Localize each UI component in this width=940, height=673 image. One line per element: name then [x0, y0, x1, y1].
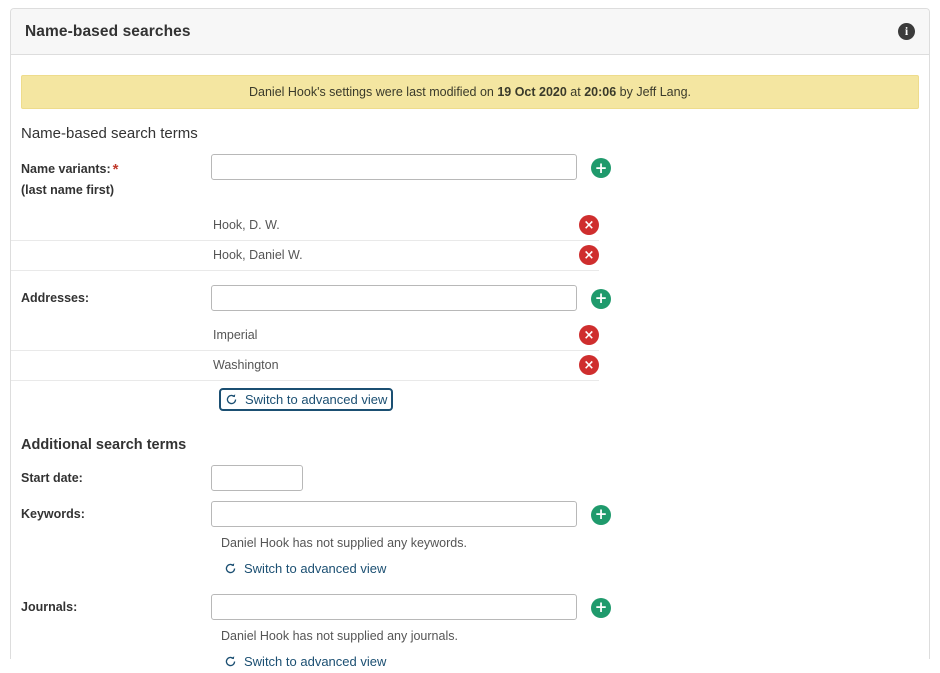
- keywords-row: [11, 501, 929, 527]
- refresh-icon: [224, 562, 237, 575]
- addresses-add-cell: [591, 285, 611, 309]
- remove-address-button[interactable]: ×: [579, 325, 599, 345]
- add-address-button[interactable]: +: [591, 289, 611, 309]
- list-item: [11, 351, 599, 381]
- keywords-field: [211, 501, 577, 527]
- addresses-field: [211, 285, 577, 311]
- refresh-icon: [224, 655, 237, 668]
- start-date-input[interactable]: [211, 465, 303, 491]
- journals-switch-label: Switch to advanced view: [244, 653, 387, 669]
- address-remove-cell: [579, 355, 599, 375]
- address-value: Washington: [213, 358, 279, 373]
- keywords-switch-to-advanced-view-link[interactable]: [221, 559, 389, 578]
- section-title-additional: Additional search terms: [21, 436, 187, 453]
- name-variants-add-cell: [591, 154, 611, 178]
- panel-header: [11, 9, 929, 55]
- journals-field: [211, 594, 577, 620]
- refresh-icon: [225, 393, 238, 406]
- required-asterisk-icon: *: [112, 161, 119, 178]
- addresses-switch-to-advanced-view-link[interactable]: [221, 390, 391, 409]
- keywords-switch-label: Switch to advanced view: [244, 560, 387, 576]
- name-variants-label: [21, 154, 211, 201]
- name-variant-value: Hook, Daniel W.: [213, 248, 303, 263]
- name-variants-input[interactable]: [211, 154, 577, 180]
- name-variants-field: [211, 154, 577, 180]
- addresses-input[interactable]: [211, 285, 577, 311]
- keywords-add-cell: [591, 501, 611, 525]
- journals-row: [11, 594, 929, 620]
- notice-date: 19 Oct 2020: [497, 85, 567, 99]
- addresses-switch-row: [11, 390, 929, 411]
- address-value: Imperial: [213, 328, 258, 343]
- remove-address-button[interactable]: ×: [579, 355, 599, 375]
- notice-time: 20:06: [584, 85, 617, 99]
- keywords-empty-message: Daniel Hook has not supplied any keywords.: [221, 535, 467, 550]
- name-variant-value: Hook, D. W.: [213, 218, 280, 233]
- name-based-searches-panel: [10, 8, 930, 669]
- keywords-input[interactable]: [211, 501, 577, 527]
- notice-suffix: by Jeff Lang.: [616, 85, 692, 99]
- remove-name-variant-button[interactable]: ×: [579, 215, 599, 235]
- section-title-name-based: Name-based search terms: [21, 125, 198, 142]
- add-keyword-button[interactable]: +: [591, 505, 611, 525]
- name-variants-label-line2: (last name first): [21, 183, 115, 198]
- name-variants-label-line1: Name variants:: [21, 162, 111, 176]
- start-date-field: [211, 465, 303, 491]
- notice-prefix: Daniel Hook's settings were last modified on: [248, 85, 498, 99]
- name-variant-remove-cell: [579, 245, 599, 265]
- addresses-switch-label: Switch to advanced view: [245, 391, 388, 407]
- notice-middle: at: [566, 85, 585, 99]
- start-date-row: [11, 465, 929, 491]
- journals-switch-to-advanced-view-link[interactable]: [221, 652, 389, 671]
- list-item: [11, 321, 599, 351]
- remove-name-variant-button[interactable]: ×: [579, 245, 599, 265]
- address-remove-cell: [579, 325, 599, 345]
- addresses-label: Addresses:: [21, 290, 90, 305]
- journals-add-cell: [591, 594, 611, 618]
- addresses-row: [11, 285, 929, 311]
- info-icon[interactable]: i: [898, 23, 915, 40]
- journals-switch-row: [11, 652, 929, 673]
- panel-body: [11, 55, 929, 673]
- list-item: [11, 211, 599, 241]
- journals-input[interactable]: [211, 594, 577, 620]
- name-variants-row: [11, 154, 929, 201]
- list-item: [11, 241, 599, 271]
- journals-empty-message: Daniel Hook has not supplied any journals.: [221, 628, 458, 643]
- keywords-switch-row: [11, 559, 929, 580]
- last-modified-notice: [21, 75, 919, 109]
- page-title: Name-based searches: [25, 22, 191, 40]
- keywords-label: Keywords:: [21, 506, 85, 521]
- add-name-variant-button[interactable]: +: [591, 158, 611, 178]
- add-journal-button[interactable]: +: [591, 598, 611, 618]
- start-date-label: Start date:: [21, 470, 83, 485]
- name-variant-remove-cell: [579, 215, 599, 235]
- journals-label: Journals:: [21, 599, 78, 614]
